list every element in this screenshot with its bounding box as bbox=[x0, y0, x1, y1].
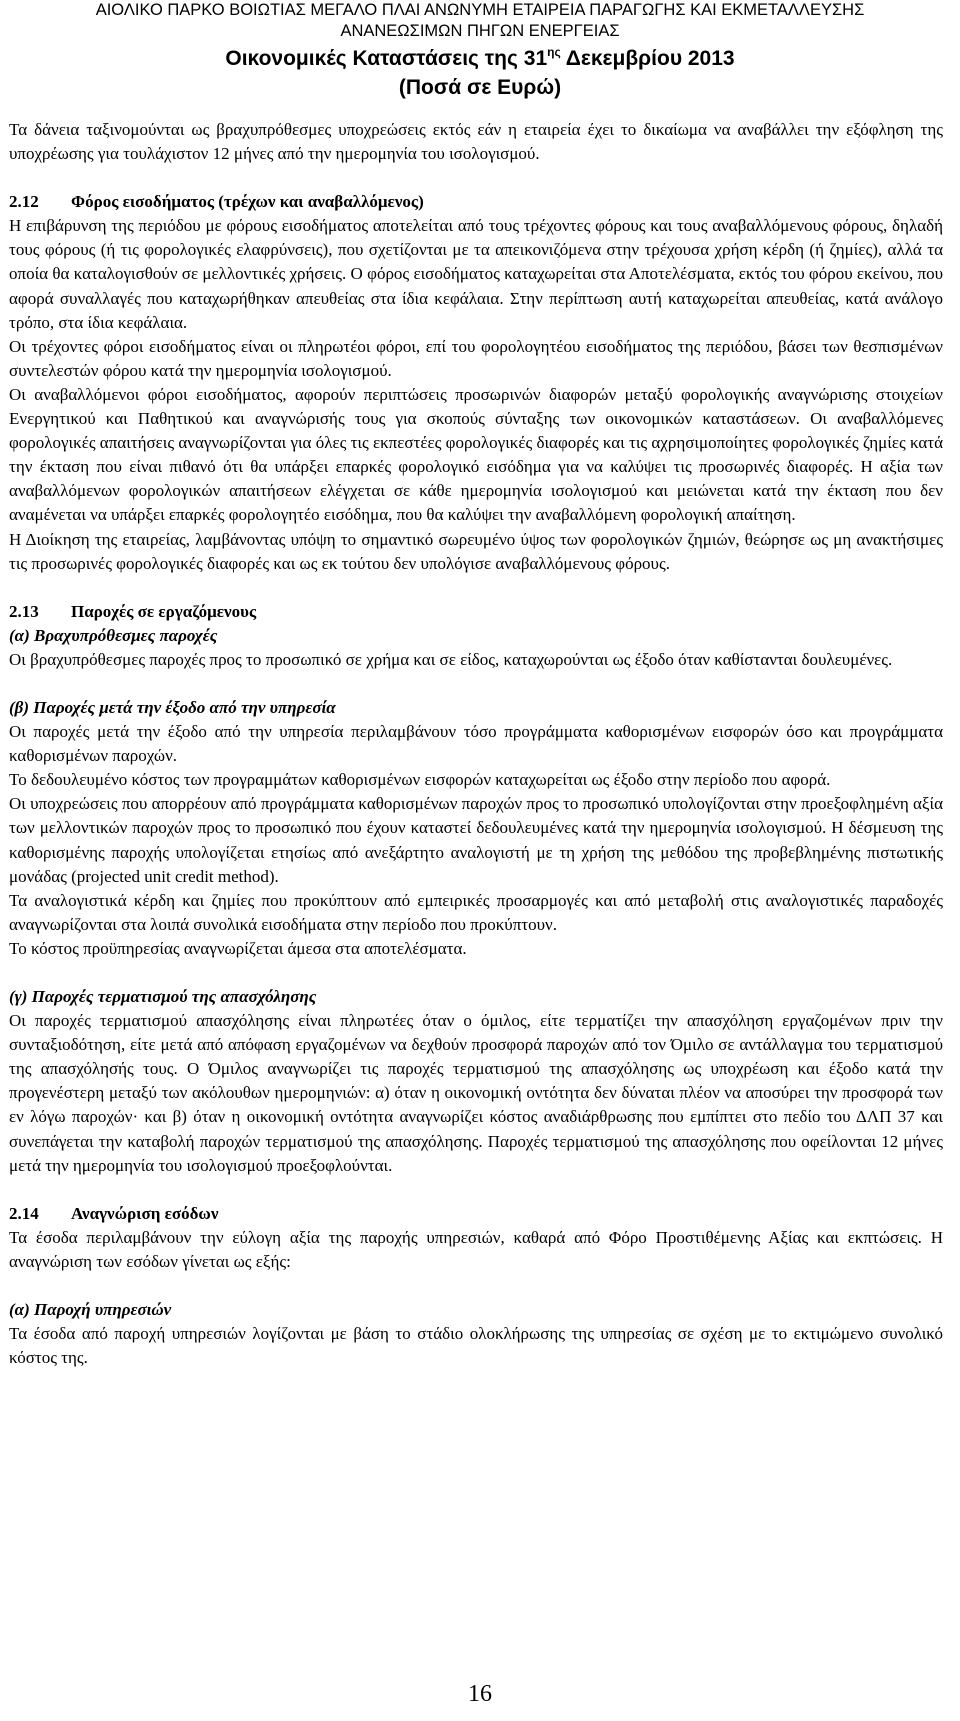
paragraph: Τα αναλογιστικά κέρδη και ζημίες που προκύπτουν από εμπειρικές προσαρμογές και από μεταβολή στις αναλογιστικές παραδοχές αναγνωρίζονται στα λοιπά συνολικά εισοδήματα στην περίοδο που προκύπτουν. bbox=[9, 890, 943, 934]
paragraph: Οι παροχές μετά την έξοδο από την υπηρεσία περιλαμβάνουν τόσο προγράμματα καθορισμένων εισφορών όσο και προγράμματα καθορισμένων παροχών. bbox=[9, 722, 943, 766]
statements-title: Οικονομικές Καταστάσεις της $31^{\eta\varsigma}$ Δεκεμβρίου 2013 bbox=[225, 45, 735, 70]
paragraph: Οι παροχές τερματισμού απασχόλησης είναι πληρωτέες όταν ο όμιλος, είτε τερματίζει την απασχόληση εργαζομένων πριν την συνταξιοδότηση, είτε μετά από απόφαση εργαζομένων να δεχθούν προσφορά παροχών από τον Όμιλο σε αντάλλαγμα του τερματισμού της απασχόλησής τους. Ο Όμιλος αναγνωρίζει τις παροχές τερματισμού της απασχόλησης ως υποχρέωση και έξοδο κατά την προγενέστερη μεταξύ των ακόλουθων ημερομηνιών: α) όταν η οικονομική οντότητα δεν δύναται πλέον να αποσύρει την προσφορά των εν λόγω παροχών· και β) όταν η οικονομική οντότητα αναγνωρίζει κόστος αναδιάρθρωσης που εμπίπτει στο πεδίο του ΔΛΠ 37 και συνεπάγεται την καταβολή παροχών τερματισμού της απασχόλησης. Παροχές τερματισμού της απασχόλησης που οφείλονται 12 μήνες μετά την ημερομηνία του ισολογισμού προεξοφλούνται. bbox=[9, 1011, 943, 1175]
section-heading-2-12: 2.12 Φόρος εισοδήματος (τρέχων και αναβαλλόμενος) bbox=[9, 192, 424, 212]
currency-note: (Ποσά σε Ευρώ) bbox=[398, 76, 562, 99]
page-header bbox=[0, 0, 960, 102]
paragraph: Οι υποχρεώσεις που απορρέουν από προγράμματα καθορισμένων παροχών προς το προσωπικό υπολογίζονται στην προεξοφλημένη αξία των μελλοντικών παροχών προς το προσωπικό που έχουν καταστεί δεδουλευμένες κατά την ημερομηνία ισολογισμού. Η δέσμευση της καθορισμένης παροχής υπολογίζεται ετησίως από ανεξάρτητο αναλογιστή με τη χρήση της μεθόδου της προβεβλημένης πιστωτικής μονάδας (projected unit credit method). bbox=[9, 794, 943, 886]
company-name-line: ΑΙΟΛΙΚΟ ΠΑΡΚΟ ΒΟΙΩΤΙΑΣ ΜΕΓΑΛΟ ΠΛΑΙ ΑΝΩΝΥΜΗ ΕΤΑΙΡΕΙΑ ΠΑΡΑΓΩΓΗΣ ΚΑΙ ΕΚΜΕΤΑΛΛΕΥΣΗΣ bbox=[95, 1, 865, 19]
paragraph: Η Διοίκηση της εταιρείας, λαμβάνοντας υπόψη το σημαντικό σωρευμένο ύψος των φορολογικών ζημιών, θεώρησε ως μη ανακτήσιμες τις προσωρινές φορολογικές διαφορές και ως εκ τούτου δεν υπολόγισε αναβαλλόμενους φόρους. bbox=[9, 529, 943, 573]
subsection-heading: (α) Βραχυπρόθεσμες παροχές bbox=[9, 625, 218, 645]
page-number: 16 bbox=[468, 1681, 492, 1707]
document-body bbox=[9, 118, 943, 1370]
paragraph: Το δεδουλευμένο κόστος των προγραμμάτων καθορισμένων εισφορών καταχωρείται ως έξοδο στην περίοδο που αφορά. bbox=[9, 770, 831, 790]
paragraph: Τα έσοδα περιλαμβάνουν την εύλογη αξία της παροχής υπηρεσιών, καθαρά από Φόρο Προστιθέμενης Αξίας και εκπτώσεις. Η αναγνώριση των εσόδων γίνεται ως εξής: bbox=[9, 1227, 943, 1271]
subsection-heading: (γ) Παροχές τερματισμού της απασχόλησης bbox=[9, 987, 317, 1006]
paragraph: Η επιβάρυνση της περιόδου με φόρους εισοδήματος αποτελείται από τους τρέχοντες φόρους και τους αναβαλλόμενους φόρους, δηλαδή τους φόρους (ή τις φορολογικές ελαφρύνσεις), που σχετίζονται με τα απεικονιζόμενα στην τρέχουσα χρήση κέρδη (ή ζημίες), αλλά τα οποία θα καταλογισθούν σε μελλοντικές χρήσεις. Ο φόρος εισοδήματος καταχωρείται στα Αποτελέσματα, εκτός του φόρου εκείνου, που αφορά συναλλαγές που καταχωρήθηκαν απευθείας στα ίδια κεφάλαια. Στην περίπτωση αυτή καταχωρείται απευθείας, κατά ανάλογο τρόπο, στα ίδια κεφάλαια. bbox=[9, 216, 943, 332]
section-heading-2-13: 2.13 Παροχές σε εργαζόμενους bbox=[9, 601, 257, 621]
company-name-line-2: ΑΝΑΝΕΩΣΙΜΩΝ ΠΗΓΩΝ ΕΝΕΡΓΕΙΑΣ bbox=[340, 22, 620, 40]
section-heading-2-14: 2.14 Αναγνώριση εσόδων bbox=[9, 1203, 219, 1223]
paragraph: Οι αναβαλλόμενοι φόροι εισοδήματος, αφορούν περιπτώσεις προσωρινών διαφορών μεταξύ φορολογικής αναγνώρισης στοιχείων Ενεργητικού και Παθητικού και αναγνώρισής τους για σκοπούς σύνταξης των οικονομικών καταστάσεων. Οι αναβαλλόμενες φορολογικές απαιτήσεις αναγνωρίζονται για όλες τις εκπεστέες φορολογικές διαφορές και τις αχρησιμοποίητες φορολογικές ζημίες κατά την έκταση που είναι πιθανό ότι θα υπάρξει επαρκές φορολογικό εισόδημα για να καλύψει τις προσωρινές διαφορές. Η αξία των αναβαλλόμενων φορολογικών απαιτήσεων ελέγχεται σε κάθε ημερομηνία ισολογισμού και μειώνεται κατά την έκταση που δεν αναμένεται να υπάρξει επαρκές φορολογητέο εισόδημα, που θα καλύψει την αναβαλλόμενη φορολογική απαίτηση. bbox=[9, 384, 944, 525]
paragraph: Οι τρέχοντες φόροι εισοδήματος είναι οι πληρωτέοι φόροι, επί του φορολογητέου εισοδήματος της περιόδου, βάσει των θεσπισμένων συντελεστών φόρου κατά την ημερομηνία ισολογισμού. bbox=[9, 336, 943, 380]
paragraph: Το κόστος προϋπηρεσίας αναγνωρίζεται άμεσα στα αποτελέσματα. bbox=[9, 938, 467, 958]
paragraph: Τα έσοδα από παροχή υπηρεσιών λογίζονται με βάση το στάδιο ολοκλήρωσης της υπηρεσίας σε σχέση με το εκτιμώμενο συνολικό κόστος της. bbox=[9, 1324, 943, 1368]
paragraph: Οι βραχυπρόθεσμες παροχές προς το προσωπικό σε χρήμα και σε είδος, καταχωρούνται ως έξοδο όταν καθίστανται δουλευμένες. bbox=[9, 649, 893, 669]
subsection-heading: (α) Παροχή υπηρεσιών bbox=[9, 1300, 172, 1320]
subsection-heading: (β) Παροχές μετά την έξοδο από την υπηρεσία bbox=[9, 697, 336, 717]
paragraph-loans: Τα δάνεια ταξινομούνται ως βραχυπρόθεσμες υποχρεώσεις εκτός εάν η εταιρεία έχει το δικαίωμα να αναβάλλει την εξόφληση της υποχρέωσης για τουλάχιστον 12 μήνες από την ημερομηνία του ισολογισμού. bbox=[9, 120, 943, 164]
